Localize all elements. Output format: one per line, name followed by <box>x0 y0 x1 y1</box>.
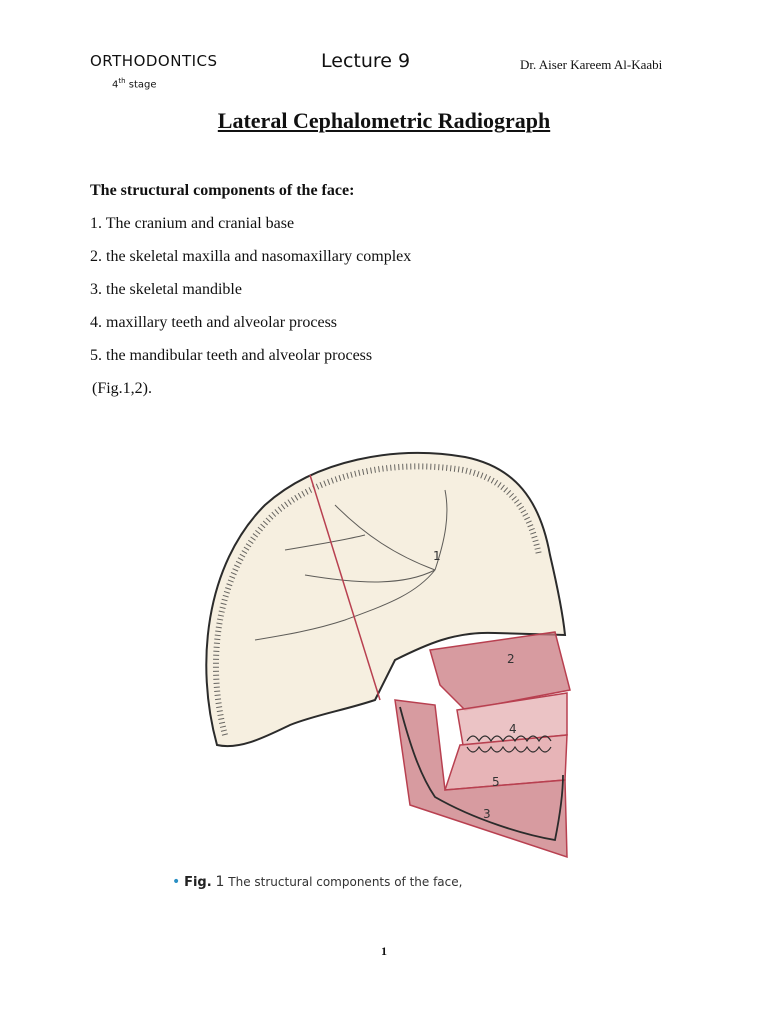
list-item: 1. The cranium and cranial base <box>90 215 295 232</box>
figure-reference: (Fig.1,2). <box>92 380 152 397</box>
region-label: 4 <box>509 722 517 736</box>
header-subject: ORTHODONTICS <box>90 52 218 70</box>
list-item: 2. the skeletal maxilla and nasomaxillary complex <box>90 248 412 265</box>
stage-number: 4 <box>112 79 119 91</box>
list-item: 5. the mandibular teeth and alveolar process <box>90 347 373 364</box>
header-lecture: Lecture 9 <box>321 50 411 72</box>
page-number: 1 <box>381 944 387 958</box>
caption-text: The structural components of the face, <box>228 875 463 889</box>
caption-bullet: • <box>172 874 181 890</box>
stage-suffix: th <box>118 77 126 85</box>
region-label: 1 <box>433 549 441 563</box>
list-item: 3. the skeletal mandible <box>90 281 242 298</box>
list-item: 4. maxillary teeth and alveolar process <box>90 314 338 331</box>
stage-word: stage <box>128 79 157 91</box>
section-heading: The structural components of the face: <box>90 182 355 199</box>
region-label: 5 <box>492 775 500 789</box>
region-label: 2 <box>507 652 515 666</box>
page-title: Lateral Cephalometric Radiograph <box>217 108 551 133</box>
caption-fig-word: Fig. <box>184 875 212 890</box>
component-list <box>90 215 411 380</box>
header-author: Dr. Aiser Kareem Al-Kaabi <box>520 57 663 72</box>
skull-figure <box>195 445 595 865</box>
region-label: 3 <box>483 807 491 821</box>
header-stage <box>112 77 157 90</box>
figure-caption <box>172 874 462 890</box>
caption-fig-number: 1 <box>215 874 225 890</box>
